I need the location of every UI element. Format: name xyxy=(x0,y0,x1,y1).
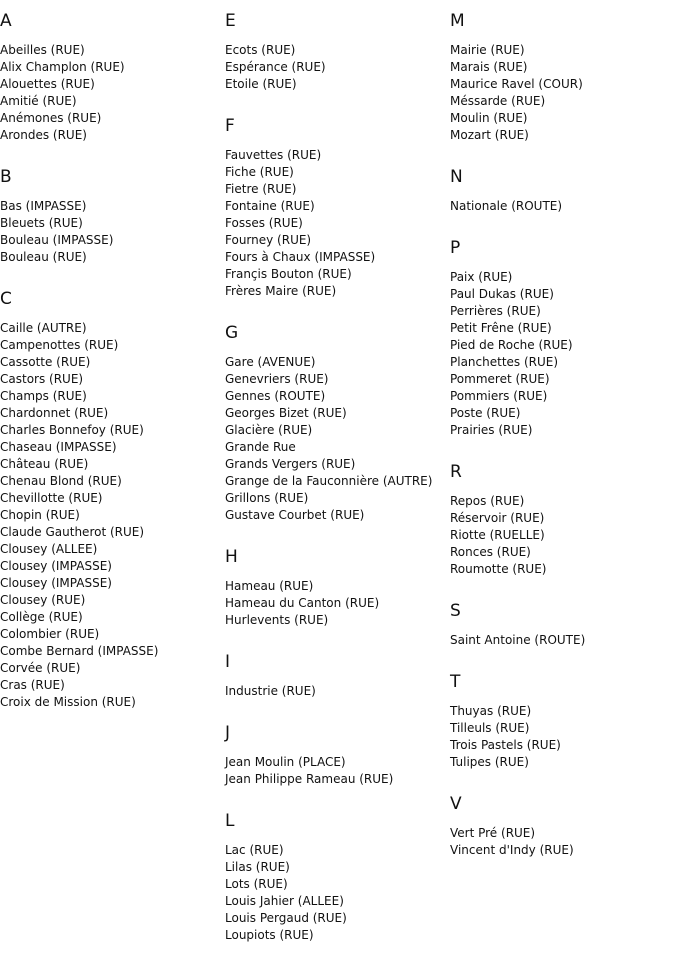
street-link[interactable]: Tilleuls (RUE) xyxy=(450,721,530,735)
street-link[interactable]: Thuyas (RUE) xyxy=(450,704,532,718)
letter-heading: M xyxy=(450,11,465,31)
street-list xyxy=(0,198,225,266)
letter-heading: R xyxy=(450,462,462,482)
letter-heading: S xyxy=(450,601,461,621)
street-link[interactable]: Fosses (RUE) xyxy=(225,216,303,230)
street-link[interactable]: Amitié (RUE) xyxy=(0,94,77,108)
letter-heading: E xyxy=(225,11,236,31)
street-list xyxy=(450,269,675,439)
street-link[interactable]: Industrie (RUE) xyxy=(225,684,316,698)
street-link[interactable]: Prairies (RUE) xyxy=(450,423,533,437)
street-link[interactable]: Cras (RUE) xyxy=(0,678,65,692)
street-link[interactable]: Grange de la Fauconnière (AUTRE) xyxy=(225,474,433,488)
street-link[interactable]: Vincent d'Indy (RUE) xyxy=(450,843,574,857)
street-link[interactable]: Colombier (RUE) xyxy=(0,627,100,641)
street-link[interactable]: Roumotte (RUE) xyxy=(450,562,547,576)
letter-group-a xyxy=(0,11,225,144)
street-link[interactable]: Fiche (RUE) xyxy=(225,165,294,179)
street-list xyxy=(450,493,675,578)
street-link[interactable]: Anémones (RUE) xyxy=(0,111,102,125)
street-link[interactable]: Ronces (RUE) xyxy=(450,545,531,559)
street-link[interactable]: Glacière (RUE) xyxy=(225,423,313,437)
street-link[interactable]: Champs (RUE) xyxy=(0,389,87,403)
street-link[interactable]: Repos (RUE) xyxy=(450,494,525,508)
street-link[interactable]: Croix de Mission (RUE) xyxy=(0,695,136,709)
letter-heading: P xyxy=(450,238,461,258)
letter-heading: G xyxy=(225,323,239,343)
street-link[interactable]: Alouettes (RUE) xyxy=(0,77,95,91)
street-link[interactable]: Pommeret (RUE) xyxy=(450,372,550,386)
street-link[interactable]: Mairie (RUE) xyxy=(450,43,525,57)
street-link[interactable]: Fontaine (RUE) xyxy=(225,199,315,213)
street-link[interactable]: Clousey (ALLEE) xyxy=(0,542,98,556)
street-link[interactable]: Chaseau (IMPASSE) xyxy=(0,440,117,454)
letter-group-b xyxy=(0,167,225,266)
letter-group-l xyxy=(225,811,450,944)
street-link[interactable]: Lac (RUE) xyxy=(225,843,284,857)
letter-group-n xyxy=(450,167,675,215)
street-list xyxy=(450,632,675,649)
street-link[interactable]: Bouleau (RUE) xyxy=(0,250,87,264)
street-link[interactable]: Chopin (RUE) xyxy=(0,508,80,522)
street-link[interactable]: Corvée (RUE) xyxy=(0,661,81,675)
street-link[interactable]: Riotte (RUELLE) xyxy=(450,528,545,542)
street-link[interactable]: Caille (AUTRE) xyxy=(0,321,87,335)
street-link[interactable]: Moulin (RUE) xyxy=(450,111,528,125)
letter-heading: F xyxy=(225,116,235,136)
street-link[interactable]: Etoile (RUE) xyxy=(225,77,297,91)
street-link[interactable]: Perrières (RUE) xyxy=(450,304,541,318)
street-link[interactable]: Fauvettes (RUE) xyxy=(225,148,322,162)
letter-heading: I xyxy=(225,652,231,672)
street-link[interactable]: Réservoir (RUE) xyxy=(450,511,545,525)
street-link[interactable]: Ecots (RUE) xyxy=(225,43,296,57)
street-link[interactable]: Hameau (RUE) xyxy=(225,579,314,593)
letter-group-i xyxy=(225,652,450,700)
street-link[interactable]: Lilas (RUE) xyxy=(225,860,290,874)
street-list xyxy=(0,42,225,144)
letter-group-v xyxy=(450,794,675,859)
street-link[interactable]: Château (RUE) xyxy=(0,457,89,471)
street-list xyxy=(450,198,675,215)
street-link[interactable]: Clousey (IMPASSE) xyxy=(0,559,112,573)
street-list xyxy=(225,842,450,944)
street-link[interactable]: Françis Bouton (RUE) xyxy=(225,267,352,281)
street-link[interactable]: Chenau Blond (RUE) xyxy=(0,474,122,488)
street-list xyxy=(225,42,450,93)
street-link[interactable]: Castors (RUE) xyxy=(0,372,84,386)
street-link[interactable]: Gare (AVENUE) xyxy=(225,355,316,369)
street-link[interactable]: Fietre (RUE) xyxy=(225,182,297,196)
street-link[interactable]: Poste (RUE) xyxy=(450,406,521,420)
street-link[interactable]: Mozart (RUE) xyxy=(450,128,529,142)
letter-heading: V xyxy=(450,794,462,814)
street-link[interactable]: Grillons (RUE) xyxy=(225,491,309,505)
letter-group-e xyxy=(225,11,450,93)
street-index-column-3 xyxy=(450,11,675,882)
letter-group-c xyxy=(0,289,225,711)
street-link[interactable]: Arondes (RUE) xyxy=(0,128,87,142)
letter-heading: T xyxy=(450,672,461,692)
street-link[interactable]: Collège (RUE) xyxy=(0,610,83,624)
letter-group-s xyxy=(450,601,675,649)
street-link[interactable]: Saint Antoine (ROUTE) xyxy=(450,633,586,647)
street-link[interactable]: Trois Pastels (RUE) xyxy=(450,738,561,752)
street-link[interactable]: Jean Philippe Rameau (RUE) xyxy=(225,772,394,786)
street-link[interactable]: Petit Frêne (RUE) xyxy=(450,321,552,335)
street-link[interactable]: Charles Bonnefoy (RUE) xyxy=(0,423,144,437)
street-link[interactable]: Louis Jahier (ALLEE) xyxy=(225,894,344,908)
street-link[interactable]: Espérance (RUE) xyxy=(225,60,326,74)
letter-heading: J xyxy=(225,723,231,743)
street-link[interactable]: Maurice Ravel (COUR) xyxy=(450,77,583,91)
street-link[interactable]: Clousey (IMPASSE) xyxy=(0,576,112,590)
street-link[interactable]: Paul Dukas (RUE) xyxy=(450,287,554,301)
street-link[interactable]: Fours à Chaux (IMPASSE) xyxy=(225,250,376,264)
street-link[interactable]: Louis Pergaud (RUE) xyxy=(225,911,347,925)
street-index-column-1 xyxy=(0,11,225,734)
street-link[interactable]: Planchettes (RUE) xyxy=(450,355,559,369)
street-link[interactable]: Loupiots (RUE) xyxy=(225,928,314,942)
street-link[interactable]: Chevillotte (RUE) xyxy=(0,491,103,505)
letter-heading: B xyxy=(0,167,12,187)
street-list xyxy=(450,703,675,771)
letter-heading: C xyxy=(0,289,12,309)
street-link[interactable]: Grande Rue xyxy=(225,440,296,454)
street-list xyxy=(0,320,225,711)
street-link[interactable]: Marais (RUE) xyxy=(450,60,528,74)
letter-group-t xyxy=(450,672,675,771)
street-list xyxy=(225,578,450,629)
street-link[interactable]: Pied de Roche (RUE) xyxy=(450,338,573,352)
street-link[interactable]: Cassotte (RUE) xyxy=(0,355,91,369)
street-list xyxy=(225,754,450,788)
street-link[interactable]: Pommiers (RUE) xyxy=(450,389,548,403)
street-link[interactable]: Frères Maire (RUE) xyxy=(225,284,337,298)
street-link[interactable]: Grands Vergers (RUE) xyxy=(225,457,356,471)
street-list xyxy=(225,147,450,300)
letter-group-f xyxy=(225,116,450,300)
street-link[interactable]: Méssarde (RUE) xyxy=(450,94,546,108)
street-link[interactable]: Hameau du Canton (RUE) xyxy=(225,596,380,610)
street-list xyxy=(225,683,450,700)
letter-heading: N xyxy=(450,167,463,187)
street-link[interactable]: Genevriers (RUE) xyxy=(225,372,329,386)
street-link[interactable]: Vert Pré (RUE) xyxy=(450,826,536,840)
street-link[interactable]: Bleuets (RUE) xyxy=(0,216,83,230)
street-link[interactable]: Georges Bizet (RUE) xyxy=(225,406,347,420)
street-link[interactable]: Abeilles (RUE) xyxy=(0,43,85,57)
letter-group-m xyxy=(450,11,675,144)
letter-group-j xyxy=(225,723,450,788)
street-list xyxy=(225,354,450,524)
street-link[interactable]: Claude Gautherot (RUE) xyxy=(0,525,145,539)
street-link[interactable]: Alix Champlon (RUE) xyxy=(0,60,125,74)
street-link[interactable]: Bouleau (IMPASSE) xyxy=(0,233,114,247)
letter-heading: H xyxy=(225,547,238,567)
street-link[interactable]: Gustave Courbet (RUE) xyxy=(225,508,365,522)
street-link[interactable]: Gennes (ROUTE) xyxy=(225,389,326,403)
street-link[interactable]: Jean Moulin (PLACE) xyxy=(225,755,346,769)
street-link[interactable]: Nationale (ROUTE) xyxy=(450,199,563,213)
street-list xyxy=(450,825,675,859)
street-link[interactable]: Clousey (RUE) xyxy=(0,593,86,607)
letter-group-g xyxy=(225,323,450,524)
street-list xyxy=(450,42,675,144)
street-index-column-2 xyxy=(225,11,450,967)
street-link[interactable]: Combe Bernard (IMPASSE) xyxy=(0,644,159,658)
letter-heading: A xyxy=(0,11,12,31)
street-link[interactable]: Tulipes (RUE) xyxy=(450,755,529,769)
letter-group-r xyxy=(450,462,675,578)
street-link[interactable]: Chardonnet (RUE) xyxy=(0,406,109,420)
street-link[interactable]: Bas (IMPASSE) xyxy=(0,199,87,213)
street-link[interactable]: Hurlevents (RUE) xyxy=(225,613,329,627)
street-link[interactable]: Campenottes (RUE) xyxy=(0,338,119,352)
letter-group-p xyxy=(450,238,675,439)
street-link[interactable]: Paix (RUE) xyxy=(450,270,513,284)
street-link[interactable]: Fourney (RUE) xyxy=(225,233,312,247)
letter-group-h xyxy=(225,547,450,629)
street-link[interactable]: Lots (RUE) xyxy=(225,877,288,891)
letter-heading: L xyxy=(225,811,235,831)
